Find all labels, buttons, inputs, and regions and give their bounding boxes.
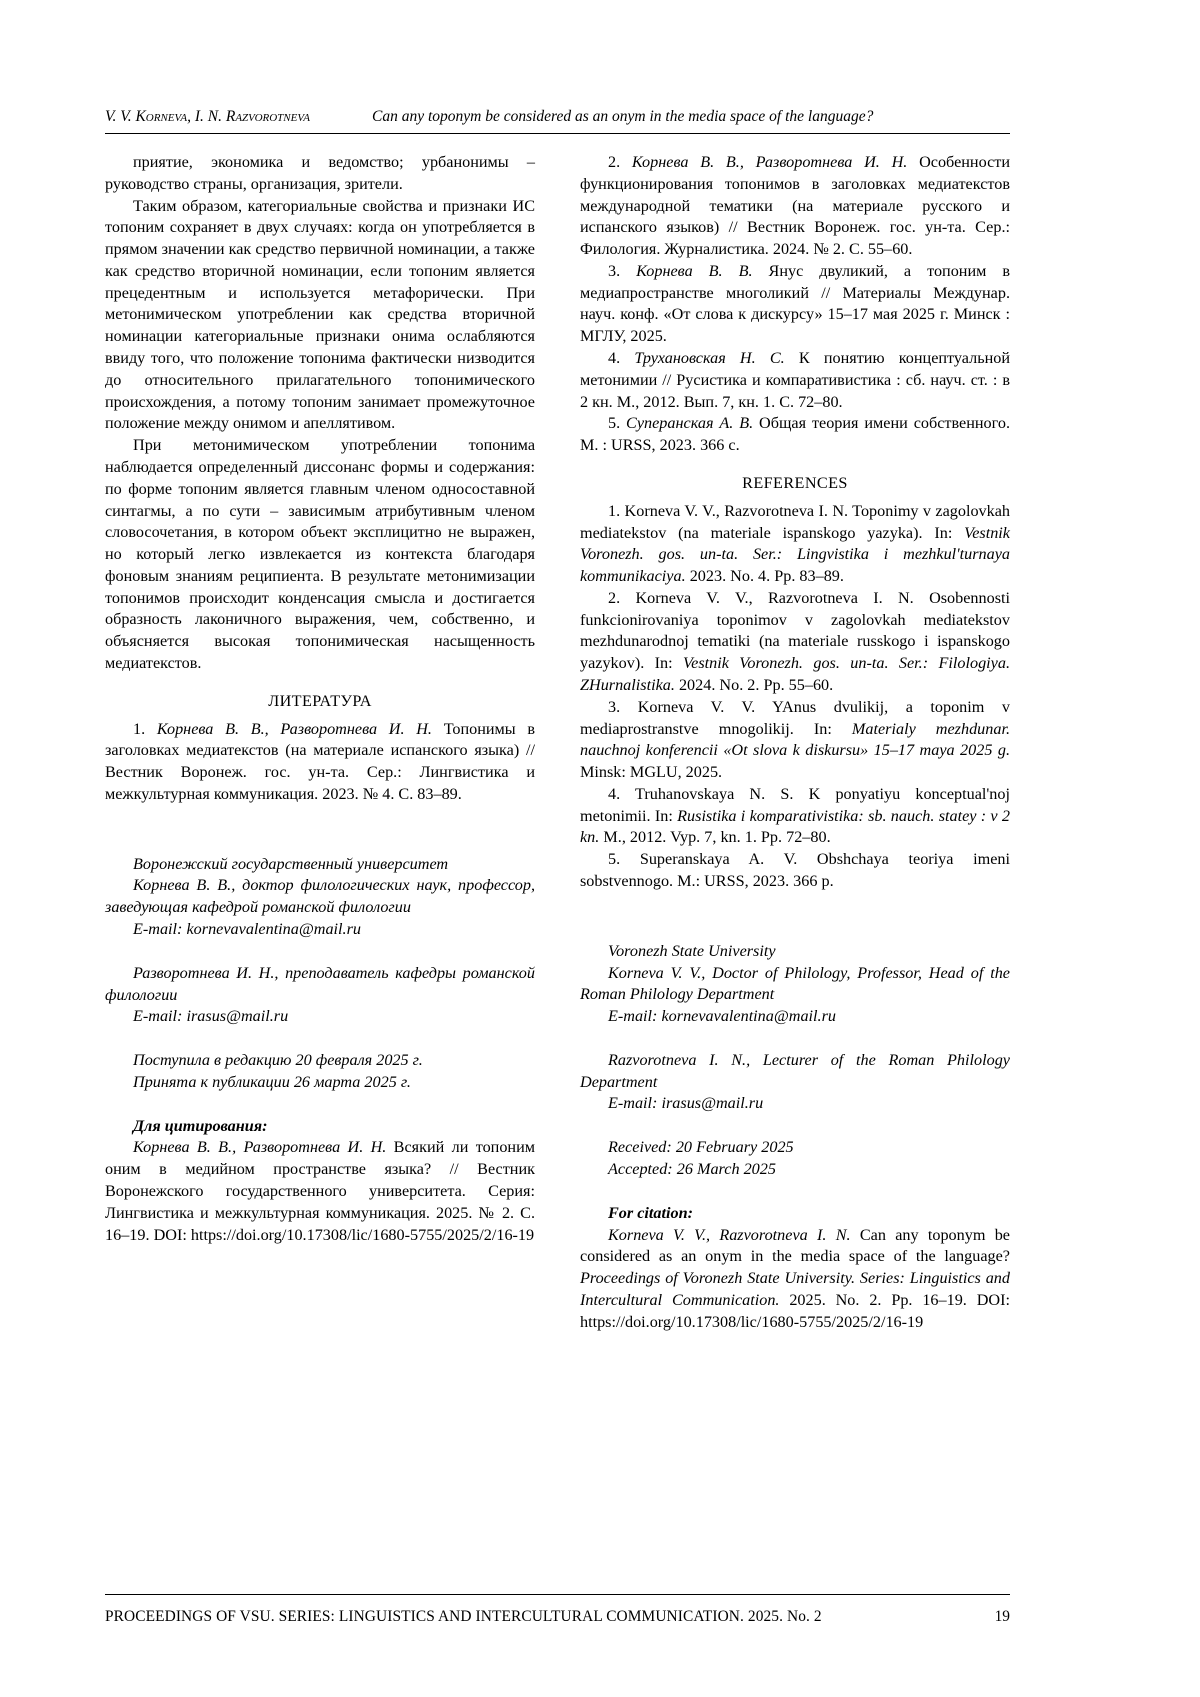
author-email-1-en (580, 1006, 1010, 1028)
reference-authors: Корнева В. В. (636, 261, 769, 280)
citation-journal-en: Proceedings of Voronezh State University. Series: Linguistics and Intercultural Communication. (580, 1269, 1010, 1309)
email-label: E-mail: (133, 1007, 187, 1026)
reference-number: 4. (608, 349, 635, 368)
reference-text: Общая теория имени собственного. М. : URSS, 2023. 366 с. (580, 414, 1010, 455)
reference-text: Korneva V. V., Razvorotneva I. N. Osobennosti funkcionirovaniya toponimov v zagolovkah mediatekstov mezhdunarodnoj tematiki (na materiale russkogo i ispanskogo yazykov). In: (580, 588, 1011, 673)
reference-authors: Суперанская А. В. (626, 414, 760, 433)
paragraph: При метонимическом употреблении топонима наблюдается определенный диссонанс формы и содержания: по форме топоним является главным членом односоставной синтагмы, а по сути – зависимым атрибутивным членом словосочетания, в котором объект эксплицитно не выражен, но который легко извлекается из контекста благодаря фоновым знаниям реципиента. В результате метонимизации топонимов происходит конденсация смысла и достигается образность лаконичного выражения, чем, собственно, и объясняется высокая топонимическая насыщенность медиатекстов. (105, 436, 535, 672)
reference-item (580, 152, 1010, 261)
reference-number: 2. (608, 588, 636, 607)
running-head-authors: V. V. Korneva, I. N. Razvorotneva (105, 108, 310, 125)
reference-authors: Корнева В. В., Разворотнева И. Н. (156, 719, 444, 738)
citation-authors-en: Korneva V. V., Razvorotneva I. N. (608, 1225, 860, 1244)
reference-tail: 2023. No. 4. Pp. 83–89. (689, 567, 844, 586)
reference-item (105, 719, 535, 806)
reference-number: 2. (608, 153, 632, 171)
email-value[interactable]: kornevavalentina@mail.ru (186, 920, 361, 938)
spacer (580, 1028, 1010, 1050)
reference-source: Vestnik Voronezh. gos. un-ta. Ser.: Lingvistika i mezhkul'turnaya kommunikaciya. (580, 523, 1010, 586)
author-email-1-ru (105, 919, 535, 941)
reference-tail: 2024. No. 2. Pp. 55–60. (678, 675, 834, 694)
reference-authors: Трухановская Н. С. (634, 349, 799, 368)
spacer (105, 941, 535, 963)
spacer (580, 893, 1010, 941)
reference-text: К понятию концептуальной метонимии // Русистика и компаративистика : сб. науч. ст. : в 2 кн. М., 2012. Вып. 7, кн. 1. С. 72–80. (580, 349, 1011, 411)
author-email-2-ru (105, 1006, 535, 1028)
author-bio-1-ru: Корнева В. В., доктор филологических наук, профессор, заведующая кафедрой романской филологии (105, 876, 535, 917)
reference-text: Korneva V. V. YAnus dvulikij, a toponim v mediaprostranstve mnogolikij. In: (580, 697, 1010, 738)
email-label: E-mail: (608, 1007, 662, 1026)
email-value[interactable]: irasus@mail.ru (661, 1094, 764, 1113)
author-bio-2-en: Razvorotneva I. N., Lecturer of the Roman Philology Department (580, 1050, 1010, 1091)
reference-number: 5. (608, 414, 627, 433)
author-bio-1-en: Korneva V. V., Doctor of Philology, Professor, Head of the Roman Philology Department (580, 963, 1010, 1004)
accepted-date-en: Accepted: 26 March 2025 (608, 1160, 776, 1179)
imprint-ru (105, 854, 535, 1247)
paragraph: Таким образом, категориальные свойства и признаки ИС топоним сохраняет в двух случаях: когда он употребляется в прямом значении как средство первичной номинации, а также как средство вторичной номинации, если топоним является прецедентным и используется метафорически. При метонимическом употреблении как средства вторичной номинации категориальные признаки онима ослабляются ввиду того, что положение топонима фактически низводится до относительного прилагательного топонимического происхождения, а потому топоним занимает промежуточное положение между онимом и апеллятивом. (105, 196, 535, 433)
reference-number: 3. (608, 261, 637, 280)
citation-authors-ru: Корнева В. В., Разворотнева И. Н. (133, 1138, 394, 1157)
header-divider (105, 133, 1010, 134)
received-date-ru: Поступила в редакцию 20 февраля 2025 г. (133, 1051, 423, 1070)
email-value[interactable]: kornevavalentina@mail.ru (661, 1007, 836, 1026)
paragraph: приятие, экономика и ведомство; урбанонимы – руководство страны, организация, зрители. (105, 153, 535, 193)
right-column (580, 152, 1010, 1334)
running-head (105, 108, 1010, 126)
references-heading-en: REFERENCES (742, 473, 848, 492)
reference-source: Rusistika i komparativistika: sb. nauch. statey : v 2 kn. (580, 806, 1010, 847)
reference-number: 5. (608, 850, 640, 869)
references-heading-ru: ЛИТЕРАТУРА (268, 691, 372, 710)
reference-authors: Корнева В. В., Разворотнева И. Н. (631, 153, 920, 171)
imprint-en (580, 941, 1010, 1334)
spacer (105, 1094, 535, 1116)
received-date-en: Received: 20 February 2025 (608, 1138, 794, 1157)
reference-source: Materialy mezhdunar. nauchnoj konferencii «Ot slova k diskursu» 15–17 maya 2025 g. (580, 719, 1011, 760)
reference-number: 3. (608, 697, 638, 716)
reference-item (580, 697, 1010, 784)
citation-heading-en: For citation: (608, 1203, 693, 1222)
author-bio-2-ru: Разворотнева И. Н., преподаватель кафедры романской филологии (105, 963, 535, 1004)
reference-item (580, 784, 1010, 849)
email-value[interactable]: irasus@mail.ru (186, 1007, 289, 1026)
reference-number: 4. (608, 784, 636, 803)
citation-heading-ru: Для цитирования: (133, 1116, 268, 1135)
citation-tail-en: 2025. No. 2. Pp. 16–19. DOI: https://doi.org/10.17308/lic/1680-5755/2025/2/16-19 (580, 1290, 1010, 1331)
reference-tail: Minsk: MGLU, 2025. (580, 763, 723, 782)
spacer (580, 1115, 1010, 1137)
citation-text-en (580, 1225, 1010, 1334)
reference-item (580, 413, 1010, 457)
spacer (580, 1181, 1010, 1203)
two-column-layout (105, 152, 1010, 1334)
author-email-2-en (580, 1093, 1010, 1115)
reference-item (580, 849, 1010, 893)
page-footer (105, 1608, 1010, 1626)
spacer (105, 1028, 535, 1050)
reference-text: Truhanovskaya N. S. K ponyatiyu konceptual'noj metonimii. In: (580, 784, 1010, 825)
email-label: E-mail: (133, 920, 187, 938)
citation-text-ru (105, 1137, 535, 1246)
left-column (105, 152, 535, 1334)
reference-tail: M., 2012. Vyp. 7, kn. 1. Pp. 72–80. (603, 828, 831, 847)
citation-rest-en: Can any toponym be considered as an onym in the media space of the language? (580, 1225, 1010, 1266)
reference-item (580, 588, 1010, 697)
email-label: E-mail: (608, 1094, 662, 1113)
reference-item (580, 501, 1010, 588)
reference-number: 1. (133, 719, 157, 738)
reference-text: Янус двуликий, а топоним в медиапространстве многоликий // Материалы Междунар. науч. конф. «От слова к дискурсу» 15–17 мая 2025 г. Минск : МГЛУ, 2025. (580, 261, 1010, 346)
footer-divider (105, 1594, 1010, 1595)
reference-number: 1. (608, 501, 625, 520)
reference-item (580, 348, 1010, 413)
reference-text: Топонимы в заголовках медиатекстов (на материале испанского языка) // Вестник Воронеж. гос. ун-та. Сер.: Лингвистика и межкультурная коммуникация. 2023. № 4. С. 83–89. (105, 719, 535, 803)
affiliation-ru: Воронежский государственный университет (133, 854, 449, 873)
reference-text: Superanskaya A. V. Obshchaya teoriya imeni sobstvennogo. M.: URSS, 2023. 366 p. (580, 850, 1010, 890)
reference-text: Korneva V. V., Razvorotneva I. N. Toponimy v zagolovkah mediatekstov (na materiale ispanskogo yazyka). In: (580, 501, 1011, 542)
citation-rest-ru: Всякий ли топоним оним в медийном пространстве языка? // Вестник Воронежского государственного университета. Серия: Лингвистика и межкультурная коммуникация. 2025. № 2. С. 16–19. DOI: https://doi.org/10.17308/lic/1680-5755/2025/2/16-19 (105, 1138, 535, 1244)
reference-text: Особенности функционирования топонимов в заголовках медиатекстов международной тематики (на материале русского и испанского языков) // Вестник Воронеж. гос. ун-та. Сер.: Филология. Журналистика. 2024. № 2. С. 55–60. (580, 153, 1010, 259)
reference-item (580, 261, 1010, 348)
affiliation-en: Voronezh State University (608, 941, 776, 960)
reference-source: Vestnik Voronezh. gos. un-ta. Ser.: Filologiya. ZHurnalistika. (580, 654, 1010, 694)
page-number: 19 (994, 1608, 1010, 1625)
accepted-date-ru: Принята к публикации 26 марта 2025 г. (133, 1072, 411, 1091)
running-head-title: Can any toponym be considered as an onym in the media space of the language? (371, 108, 874, 125)
footer-journal-line: PROCEEDINGS OF VSU. SERIES: LINGUISTICS AND INTERCULTURAL COMMUNICATION. 2025. No. 2 (105, 1608, 822, 1625)
spacer (105, 806, 535, 854)
